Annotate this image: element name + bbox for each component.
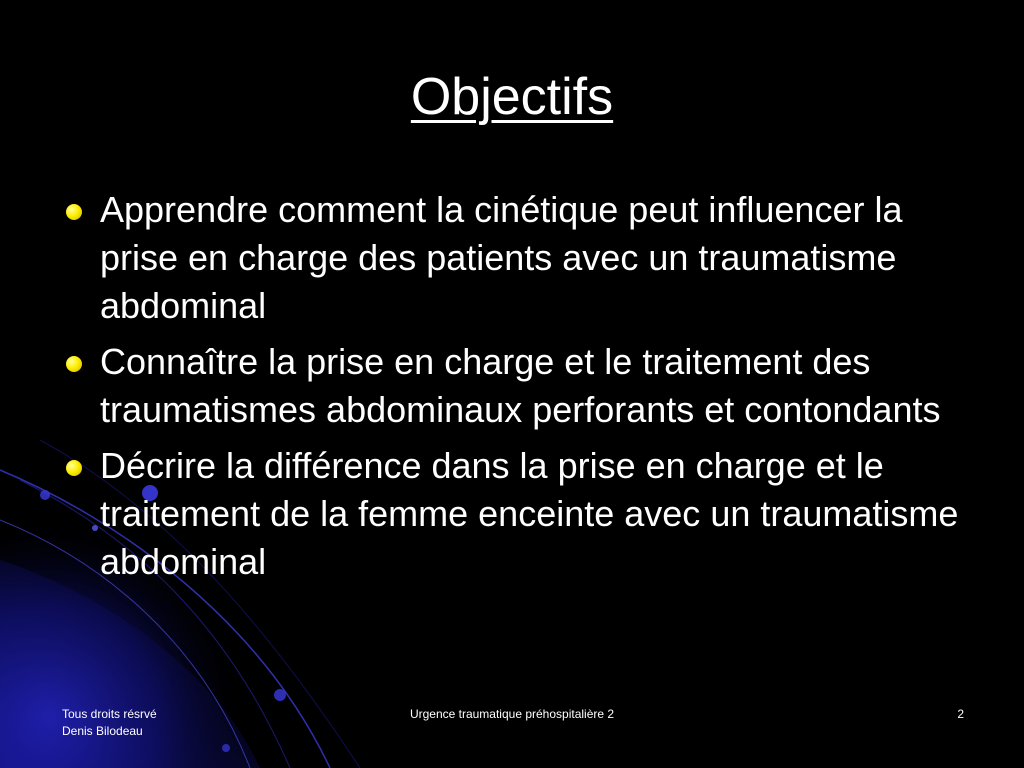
bullet-list xyxy=(62,186,962,594)
footer-course-title: Urgence traumatique préhospitalière 2 xyxy=(409,707,615,721)
slide-title: Objectifs xyxy=(410,68,614,126)
bullet-text: Connaître la prise en charge et le traitement des traumatismes abdominaux perforants et contondants xyxy=(100,341,941,430)
bullet-text: Décrire la différence dans la prise en charge et le traitement de la femme enceinte avec un traumatisme abdominal xyxy=(100,445,959,582)
footer-rights: Tous droits résrvé xyxy=(62,707,157,721)
deco-dot xyxy=(40,490,50,500)
footer-page-number: 2 xyxy=(957,707,964,721)
bullet-item xyxy=(62,338,962,434)
bullet-dot-icon xyxy=(66,356,82,372)
bullet-item xyxy=(62,442,962,586)
deco-dot xyxy=(222,744,230,752)
bullet-text: Apprendre comment la cinétique peut influencer la prise en charge des patients avec un traumatisme abdominal xyxy=(100,189,903,326)
bullet-dot-icon xyxy=(66,204,82,220)
deco-dot xyxy=(274,689,286,701)
bullet-dot-icon xyxy=(66,460,82,476)
bullet-item xyxy=(62,186,962,330)
footer-author: Denis Bilodeau xyxy=(62,724,143,738)
